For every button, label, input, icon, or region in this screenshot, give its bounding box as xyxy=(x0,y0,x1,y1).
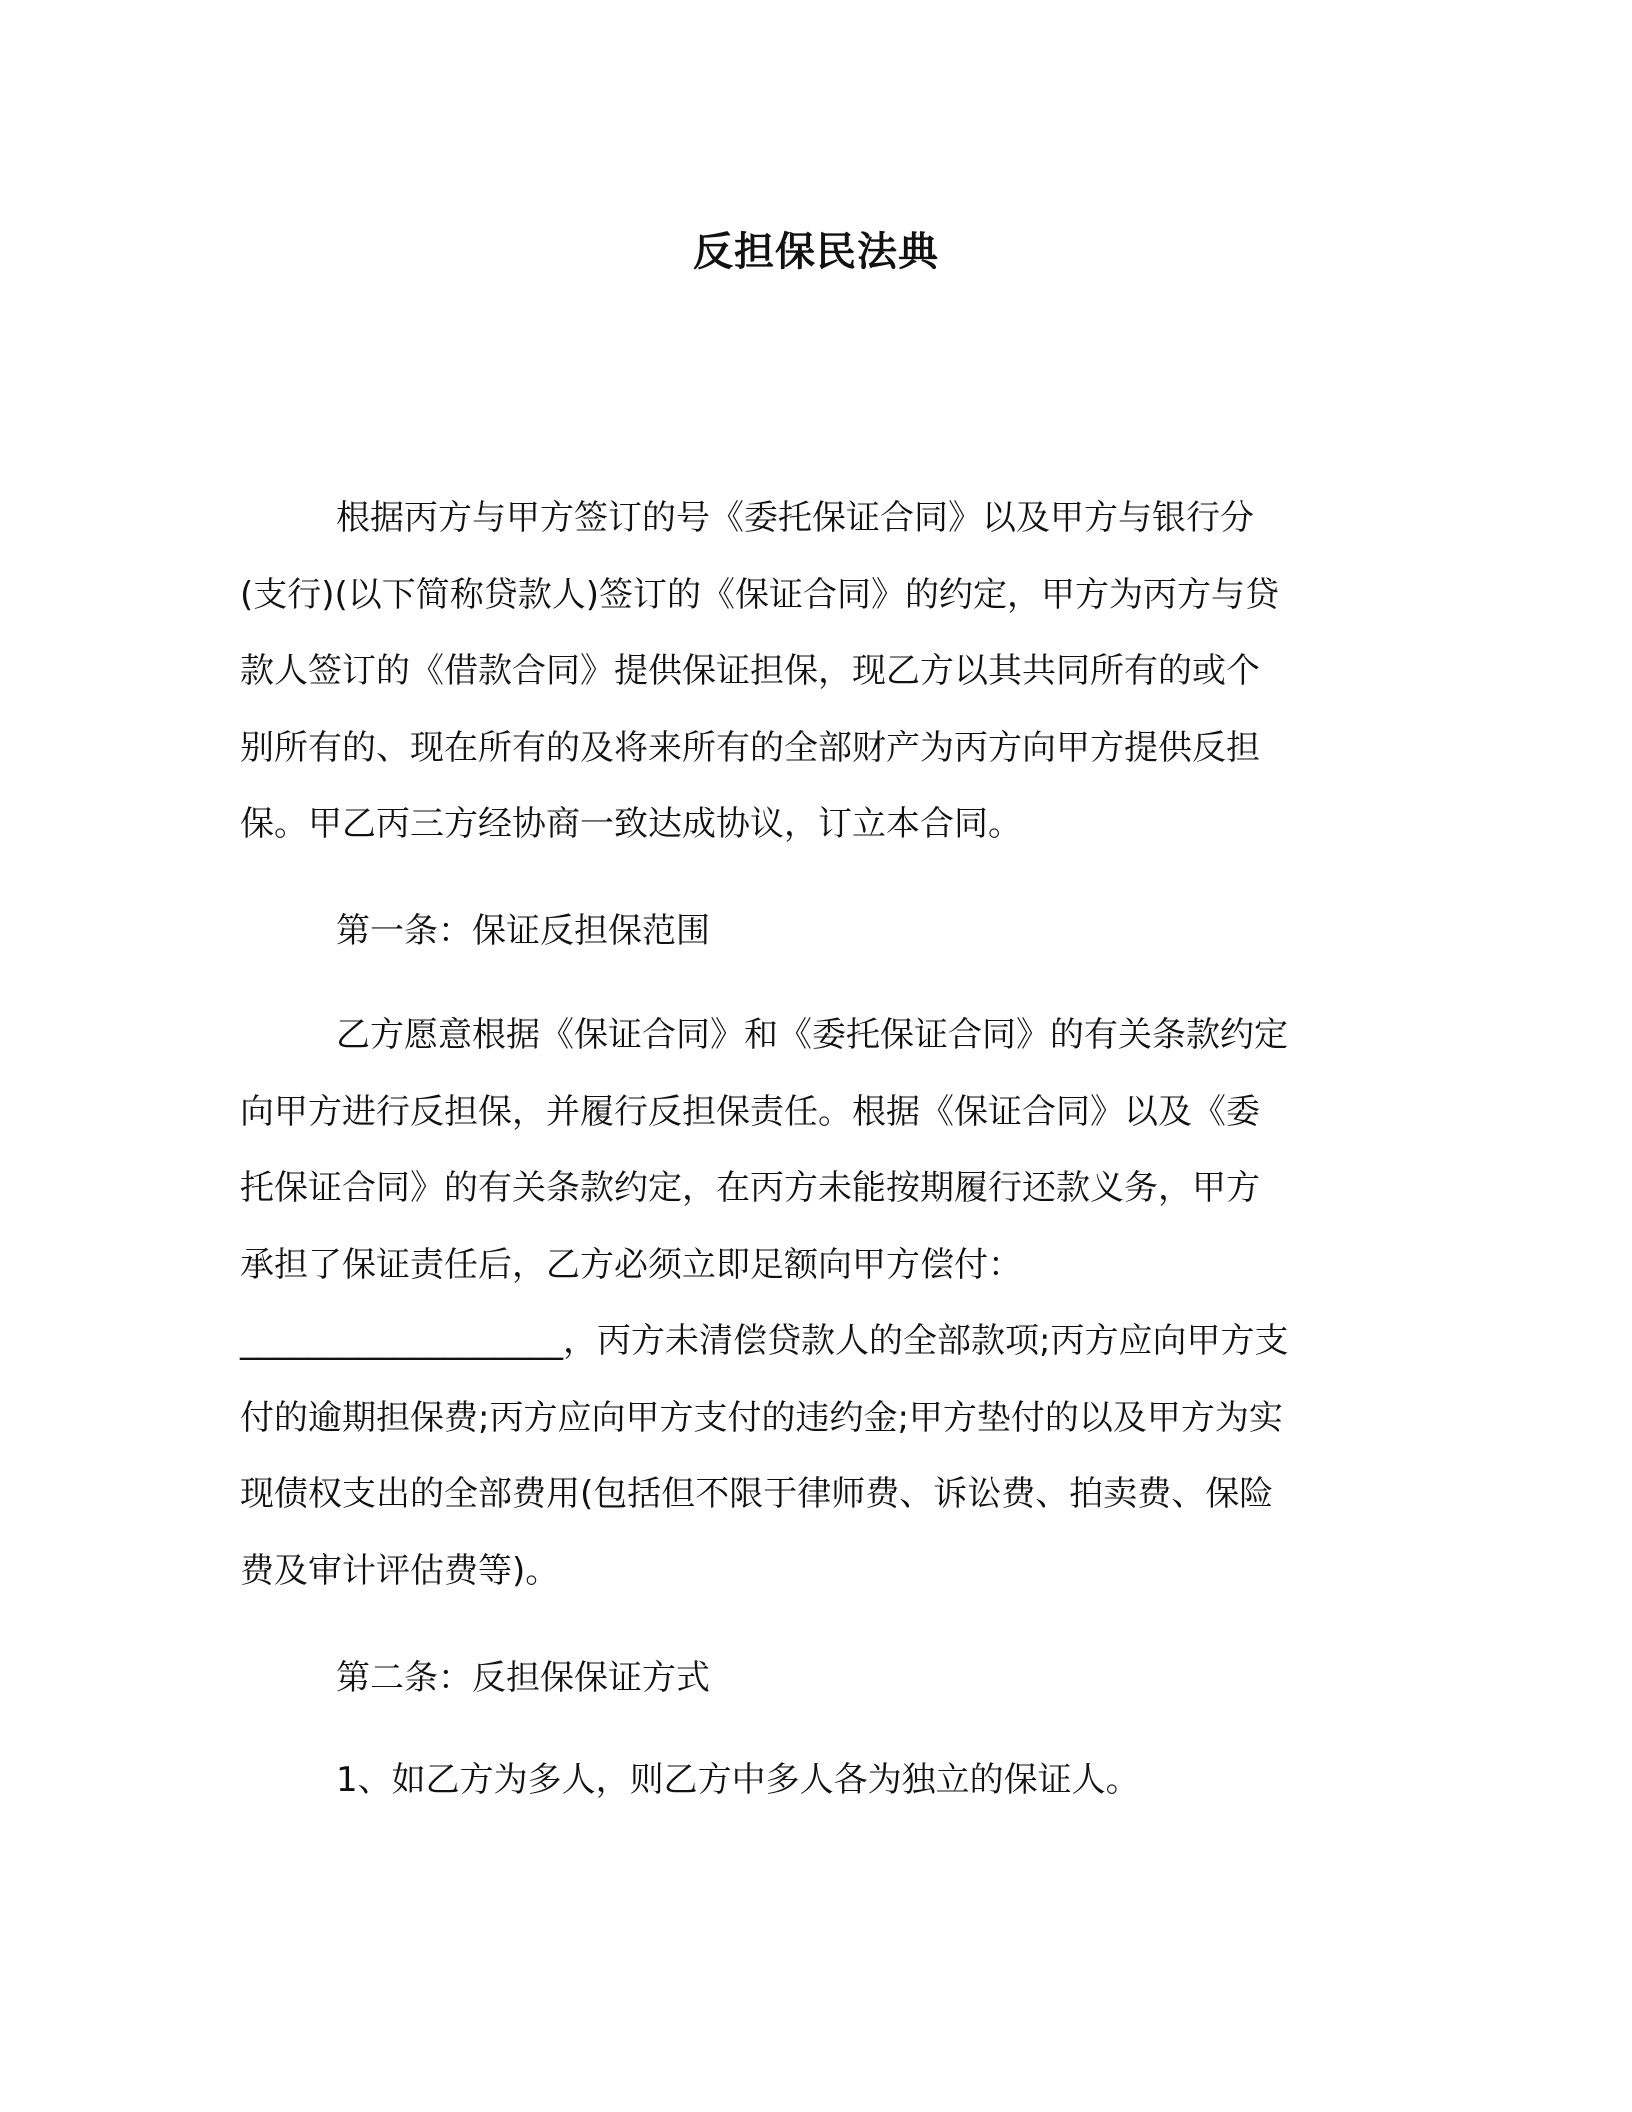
article1-line: 向甲方进行反担保，并履行反担保责任。根据《保证合同》以及《委 xyxy=(240,1091,1260,1132)
intro-line: 根据丙方与甲方签订的号《委托保证合同》以及甲方与银行分 xyxy=(336,498,1254,538)
intro-line: 别所有的、现在所有的及将来所有的全部财产为丙方向甲方提供反担 xyxy=(240,727,1260,768)
article1-paragraph xyxy=(240,997,1390,1609)
article2-heading-block xyxy=(240,1640,1390,1717)
article1-line: 付的逾期担保费;丙方应向甲方支付的违约金;甲方垫付的以及甲方为实 xyxy=(240,1397,1283,1438)
article2-item-1: 1、如乙方为多人，则乙方中多人各为独立的保证人。 xyxy=(336,1760,1140,1800)
article1-line: 费及审计评估费等)。 xyxy=(240,1550,560,1591)
article1-heading: 第一条：保证反担保范围 xyxy=(336,911,710,951)
article2-item-block xyxy=(240,1742,1390,1819)
article1-line: 托保证合同》的有关条款约定，在丙方未能按期履行还款义务，甲方 xyxy=(240,1168,1260,1208)
article1-line: 现债权支出的全部费用(包括但不限于律师费、诉讼费、拍卖费、保险 xyxy=(240,1474,1274,1514)
intro-line: 保。甲乙丙三方经协商一致达成协议，订立本合同。 xyxy=(240,804,1022,844)
article1-line: ___________________，丙方未清偿贷款人的全部款项;丙方应向甲方支 xyxy=(240,1321,1289,1361)
article1-line: 乙方愿意根据《保证合同》和《委托保证合同》的有关条款约定 xyxy=(336,1015,1288,1055)
article1-line: 承担了保证责任后，乙方必须立即足额向甲方偿付： xyxy=(240,1244,1022,1285)
article1-heading-block xyxy=(240,893,1390,970)
article2-heading: 第二条：反担保保证方式 xyxy=(336,1658,710,1698)
document-title: 反担保民法典 xyxy=(693,229,939,275)
intro-line: (支行)(以下简称贷款人)签订的《保证合同》的约定，甲方为丙方与贷 xyxy=(240,574,1280,615)
intro-line: 款人签订的《借款合同》提供保证担保，现乙方以其共同所有的或个 xyxy=(240,651,1260,691)
intro-paragraph xyxy=(240,480,1390,863)
